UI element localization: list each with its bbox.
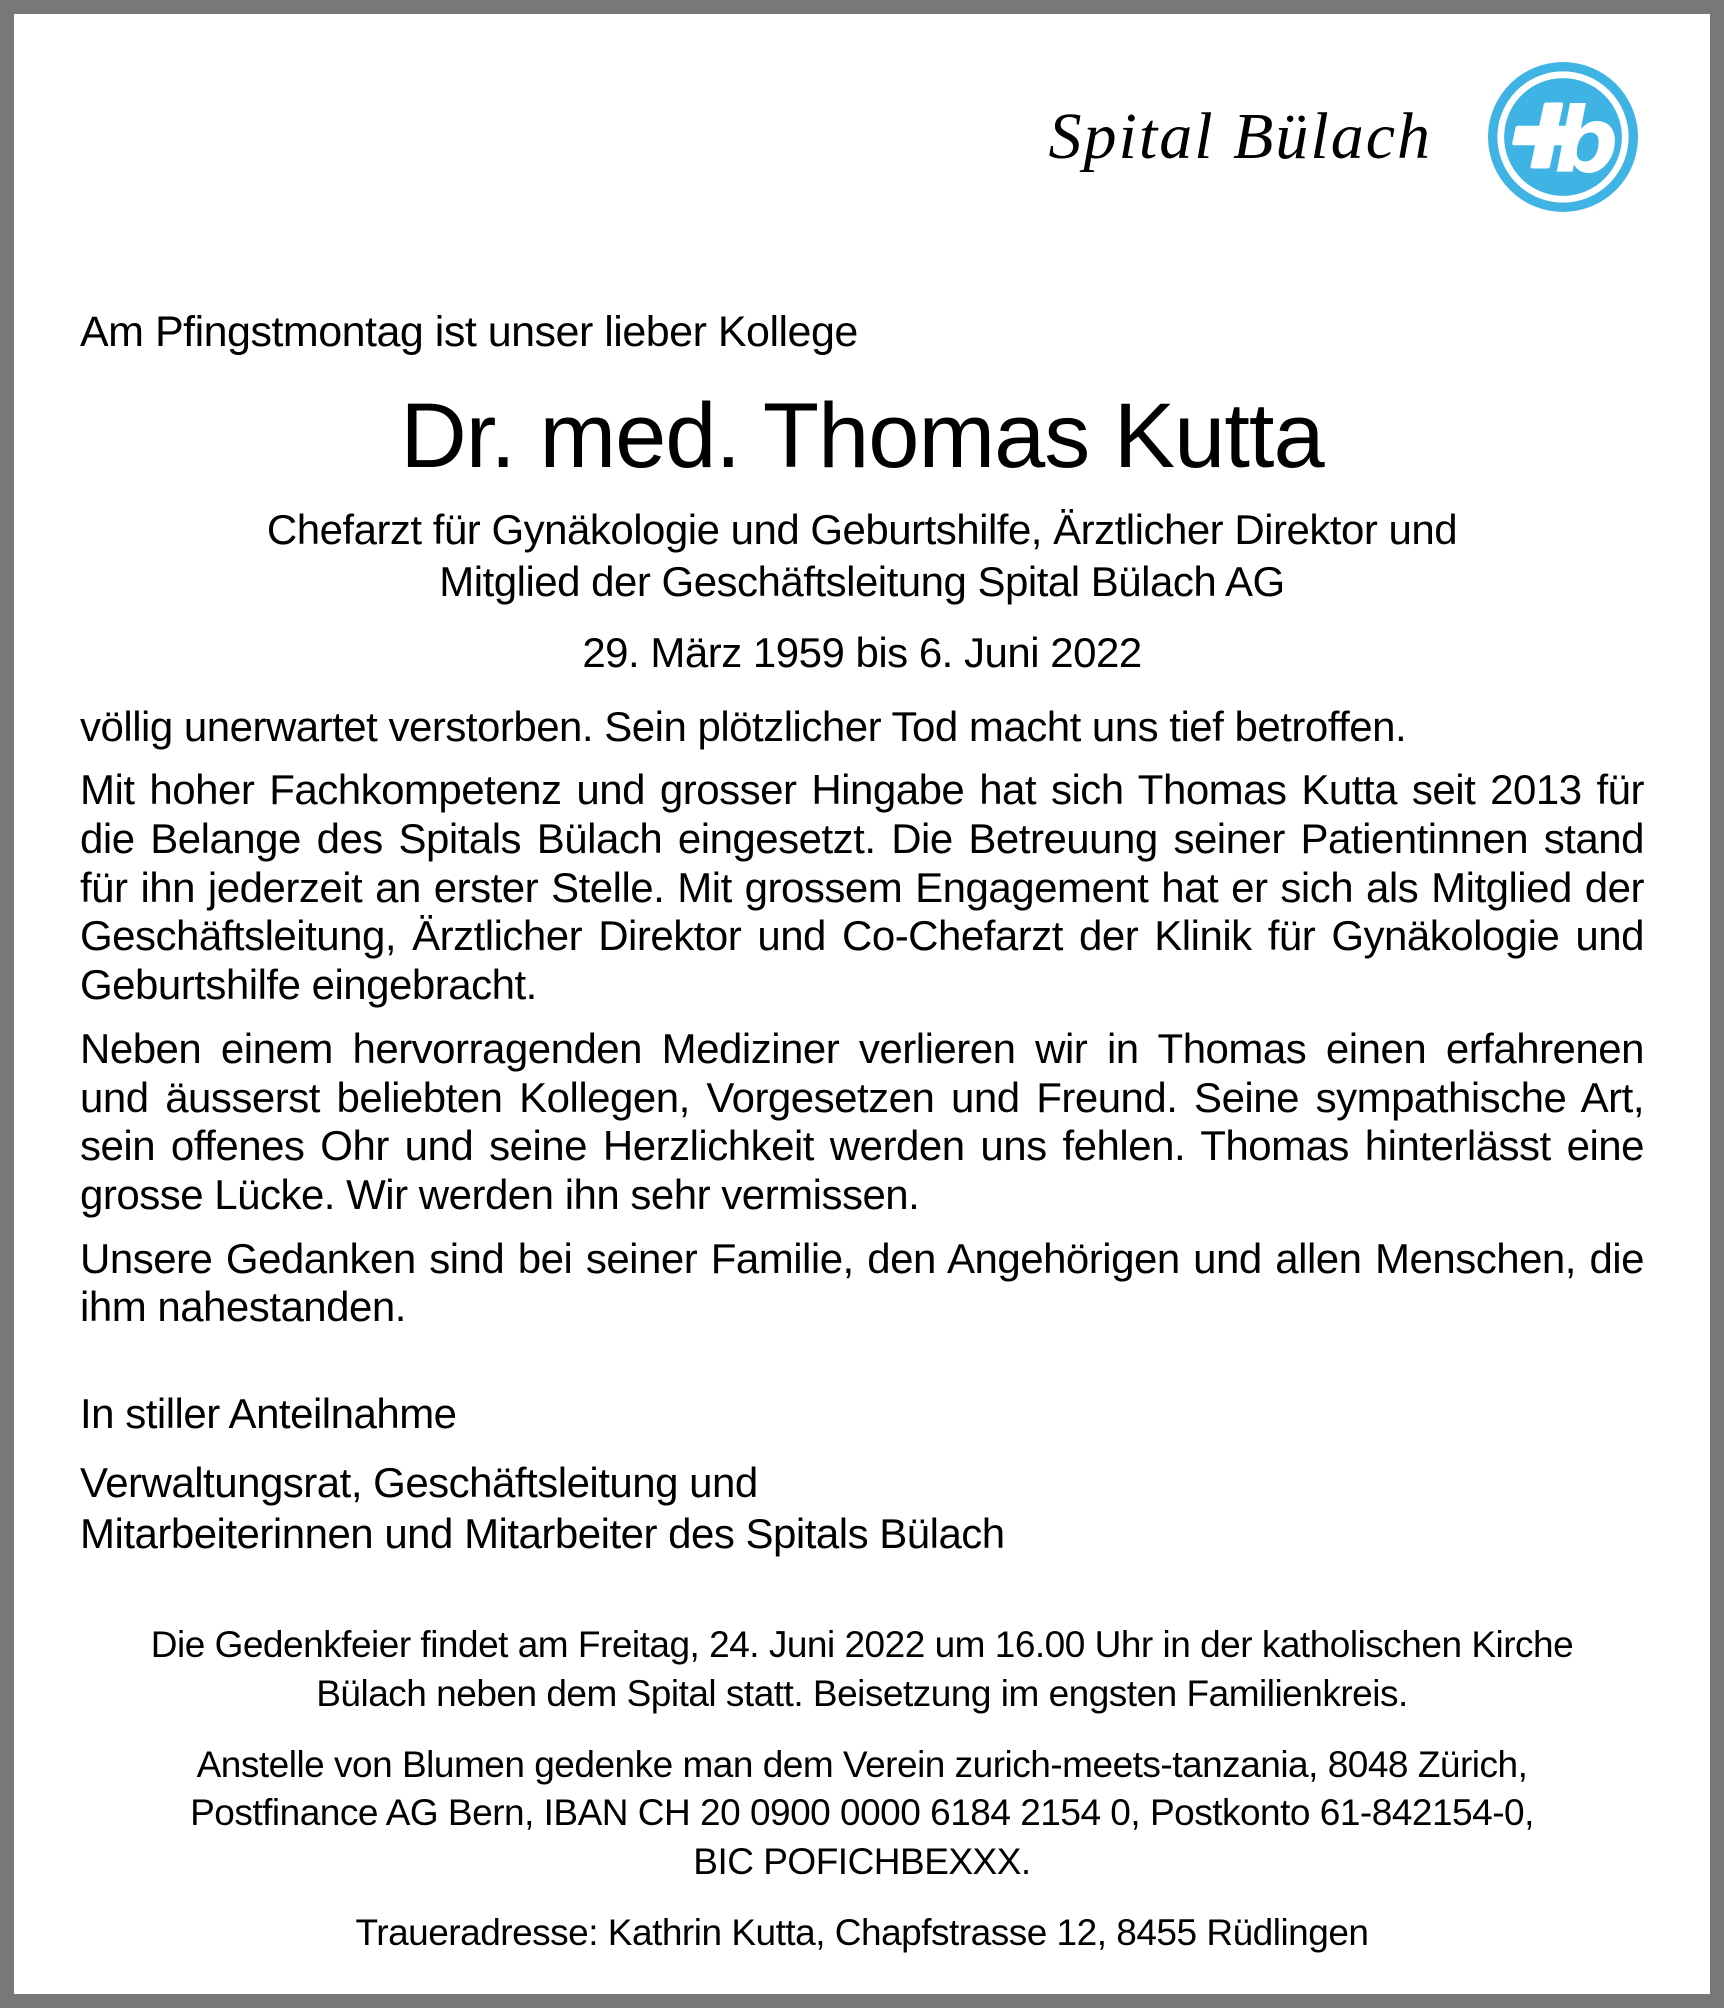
donation-notice [80,1741,1644,1887]
life-dates: 29. März 1959 bis 6. Juni 2022 [582,628,1142,676]
obituary-paragraph-1: völlig unerwartet verstorben. Sein plötzlicher Tod macht uns tief betroffen. [80,702,1407,750]
donation-notice-line-3: BIC POFICHBEXXX. [693,1841,1031,1883]
memorial-notice-line-2: Bülach neben dem Spital statt. Beisetzung im engsten Familienkreis. [316,1672,1408,1714]
intro-line: Am Pfingstmontag ist unser lieber Kollege [80,308,858,356]
mourning-address-line: Traueradresse: Kathrin Kutta, Chapfstrasse 12, 8455 Rüdlingen [355,1912,1369,1954]
condolence-block [80,1390,1644,1559]
hospital-brand-header [80,62,1644,212]
obituary-paragraph-3: Neben einem hervorragenden Mediziner verlieren wir in Thomas einen erfahrenen und äusserst beliebten Kollegen, Vorgesetzen und Freund. Seine sympathische Art, sein offenes Ohr und seine Herzlichkeit werden uns fehlen. Thomas hinterlässt eine grosse Lücke. Wir werden ihn sehr vermissen. [80,1024,1644,1218]
deceased-name: Dr. med. Thomas Kutta [400,385,1324,487]
mourning-address [80,1909,1644,1958]
memorial-notice [80,1621,1644,1719]
condolence-opening: In stiller Anteilnahme [80,1390,457,1438]
hospital-wordmark: Spital Bülach [1048,100,1432,173]
condolence-from-line-1: Verwaltungsrat, Geschäftsleitung und [80,1459,758,1507]
obituary-content [14,62,1710,1958]
deceased-roles [80,504,1644,608]
obituary-paragraph-2: Mit hoher Fachkompetenz und grosser Hingabe hat sich Thomas Kutta seit 2013 für die Belange des Spitals Bülach eingesetzt. Die Betreuung seiner Patientinnen stand für ihn jederzeit an erster Stelle. Mit grossem Engagement hat er sich als Mitglied der Geschäftsleitung, Ärztlicher Direktor und Co-Chefarzt der Klinik für Gynäkologie und Geburtshilfe eingebracht. [80,766,1644,1009]
hospital-logo-icon [1488,62,1638,212]
role-line-1: Chefarzt für Gynäkologie und Geburtshilfe, Ärztlicher Direktor und [266,506,1458,554]
svg-text:b: b [1554,88,1619,194]
obituary-body [80,703,1644,1333]
donation-notice-line-2: Postfinance AG Bern, IBAN CH 20 0900 0000 6184 2154 0, Postkonto 61-842154-0, [190,1792,1534,1834]
role-line-2: Mitglied der Geschäftsleitung Spital Bülach AG [439,558,1285,606]
condolence-from-line-2: Mitarbeiterinnen und Mitarbeiter des Spitals Bülach [80,1509,1005,1557]
donation-notice-line-1: Anstelle von Blumen gedenke man dem Verein zurich-meets-tanzania, 8048 Zürich, [196,1743,1528,1785]
memorial-notice-line-1: Die Gedenkfeier findet am Freitag, 24. Juni 2022 um 16.00 Uhr in der katholischen Kirche [150,1623,1574,1665]
obituary-paragraph-4: Unsere Gedanken sind bei seiner Familie, den Angehörigen und allen Menschen, die ihm nahestanden. [80,1234,1644,1331]
